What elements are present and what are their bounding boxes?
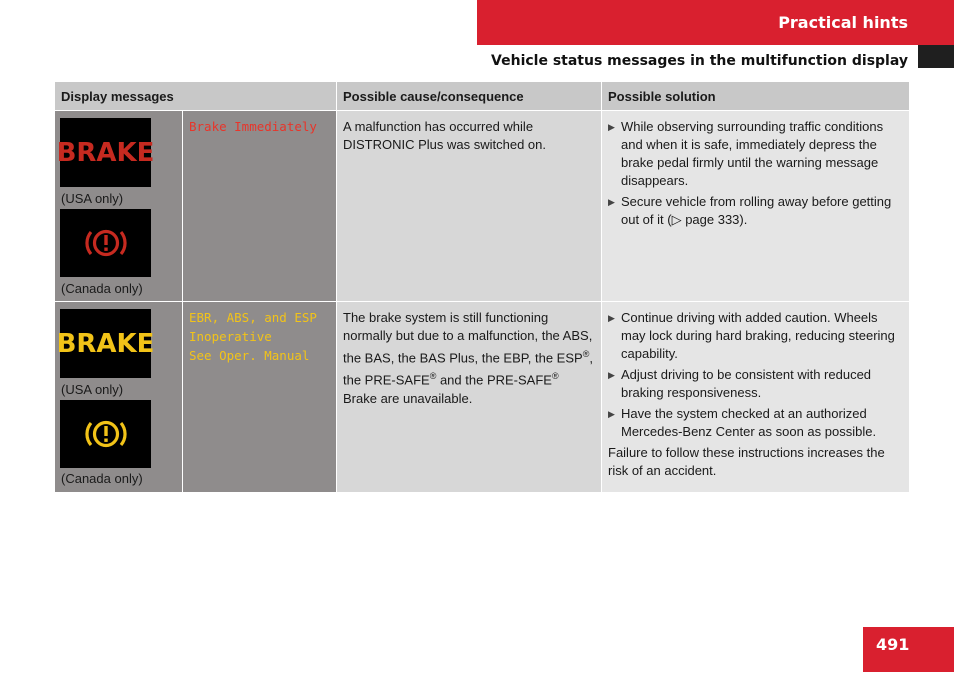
display-message-text: Brake Immediately	[182, 111, 336, 301]
solution-text: Adjust driving to be consistent with reduced braking responsiveness.	[621, 367, 872, 400]
brake-display-usa	[56, 309, 155, 378]
usa-caption: (USA only)	[61, 191, 124, 206]
header-cause: Possible cause/consequence	[336, 82, 601, 110]
display-message-text: EBR, ABS, and ESP Inoperative See Oper. Manual	[182, 302, 336, 492]
solution-cell	[601, 111, 909, 301]
page-number: 491	[863, 627, 954, 672]
table-row	[55, 301, 909, 492]
canada-caption: (Canada only)	[61, 281, 143, 296]
brake-display-canada	[60, 400, 151, 468]
warning-note: Failure to follow these instructions increases the risk of an accident.	[608, 445, 885, 478]
status-messages-table	[55, 82, 909, 492]
icon-column	[55, 302, 182, 492]
header-display-messages: Display messages	[61, 89, 174, 104]
solution-item	[608, 405, 903, 441]
cause-text: The brake system is still functioning normally but due to a malfunction, the ABS, the BAS, the BAS Plus, the EBP, the ESP®, the PRE-SAFE® and the PRE-SAFE® Brake are unavailable.	[336, 302, 601, 492]
usa-caption: (USA only)	[61, 382, 124, 397]
solution-text: Secure vehicle from rolling away before getting out of it (▷ page 333).	[621, 194, 892, 227]
solution-text: Have the system checked at an authorized Mercedes-Benz Center as soon as possible.	[621, 406, 877, 439]
brake-word-icon: BRAKE	[56, 328, 155, 359]
table-row	[55, 110, 909, 301]
brake-display-canada	[60, 209, 151, 277]
solution-text: While observing surrounding traffic conditions and when it is safe, immediately depress the brake pedal firmly until the warning message disappears.	[621, 119, 884, 188]
solution-item	[608, 118, 903, 190]
cause-text: A malfunction has occurred while DISTRONIC Plus was switched on.	[336, 111, 601, 301]
icon-column	[55, 111, 182, 301]
solution-item	[608, 193, 903, 229]
canada-caption: (Canada only)	[61, 471, 143, 486]
side-tab-marker	[918, 45, 954, 68]
solution-item	[608, 366, 903, 402]
bullet-triangle-icon: ▶	[608, 313, 615, 323]
section-header	[477, 0, 954, 45]
brake-warning-icon	[83, 414, 129, 454]
solution-cell	[601, 302, 909, 492]
brake-display-usa	[56, 118, 155, 187]
brake-warning-icon	[83, 223, 129, 263]
solution-item	[608, 309, 903, 363]
bullet-triangle-icon: ▶	[608, 122, 615, 132]
solution-text: Continue driving with added caution. Wheels may lock during hard braking, reducing steering capability.	[621, 310, 895, 361]
brake-word-icon: BRAKE	[56, 137, 155, 168]
table-header-row	[55, 82, 909, 110]
bullet-triangle-icon: ▶	[608, 409, 615, 419]
section-title: Practical hints	[778, 13, 908, 32]
bullet-triangle-icon: ▶	[608, 370, 615, 380]
header-solution: Possible solution	[601, 82, 909, 110]
page-subtitle: Vehicle status messages in the multifunction display	[491, 53, 908, 69]
bullet-triangle-icon: ▶	[608, 197, 615, 207]
